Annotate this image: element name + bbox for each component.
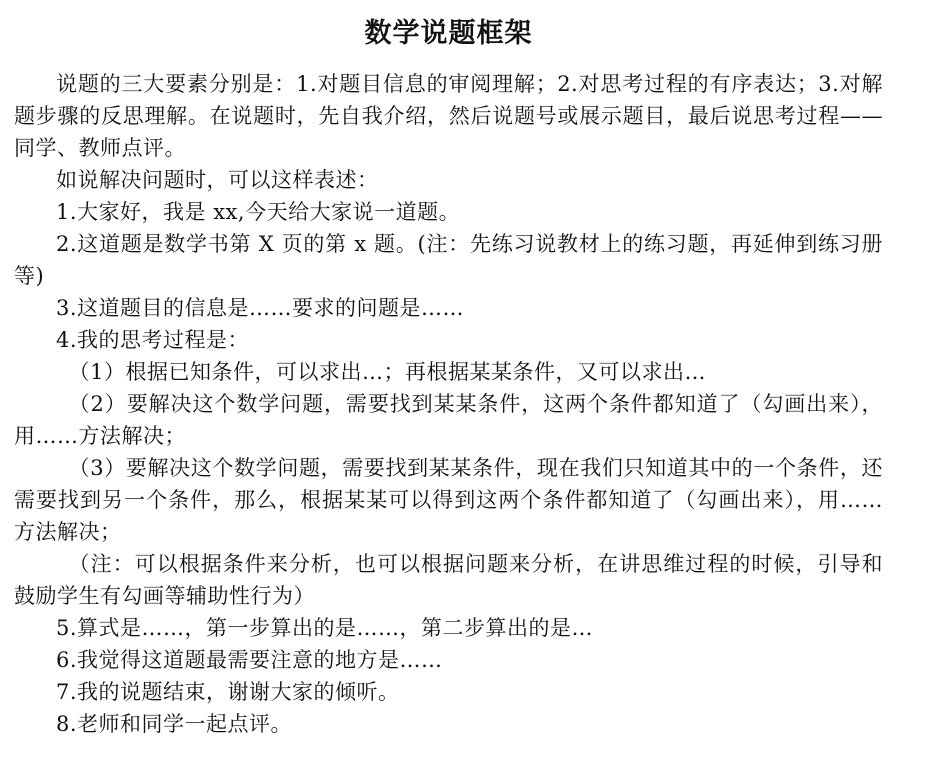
substep-3-paragraph: （3）要解决这个数学问题，需要找到某某条件，现在我们只知道其中的一个条件，还需要找到另一个条件，那么，根据某某可以得到这两个条件都知道了（勾画出来），用……方法解决； <box>14 456 883 544</box>
document-body <box>14 68 883 740</box>
substep-2-paragraph: （2）要解决这个数学问题，需要找到某某条件，这两个条件都知道了（勾画出来），用……方法解决； <box>14 392 883 448</box>
note-paragraph: （注：可以根据条件来分析，也可以根据问题来分析，在讲思维过程的时候，引导和鼓励学生有勾画等辅助性行为） <box>14 552 883 608</box>
step-3-paragraph: 3.这道题目的信息是……要求的问题是…… <box>56 296 465 320</box>
page-title: 数学说题框架 <box>364 18 533 49</box>
intro-paragraph: 说题的三大要素分别是：1.对题目信息的审阅理解；2.对思考过程的有序表达；3.对解题步骤的反思理解。在说题时，先自我介绍，然后说题号或展示题目，最后说思考过程——同学、教师点评。 <box>14 72 883 160</box>
step-8-paragraph: 8.老师和同学一起点评。 <box>56 712 293 736</box>
substep-1-paragraph: （1）根据已知条件，可以求出…；再根据某某条件，又可以求出… <box>68 360 706 384</box>
step-4-paragraph: 4.我的思考过程是： <box>56 328 250 352</box>
step-7-paragraph: 7.我的说题结束，谢谢大家的倾听。 <box>56 680 400 704</box>
step-2-paragraph: 2.这道题是数学书第 X 页的第 x 题。(注：先练习说教材上的练习题，再延伸到练习册等) <box>14 232 883 288</box>
step-1-paragraph: 1.大家好，我是 xx,今天给大家说一道题。 <box>56 200 461 224</box>
step-6-paragraph: 6.我觉得这道题最需要注意的地方是…… <box>56 648 443 672</box>
step-5-paragraph: 5.算式是……，第一步算出的是……，第二步算出的是… <box>56 616 594 640</box>
example-intro-paragraph: 如说解决问题时，可以这样表述： <box>56 168 379 192</box>
